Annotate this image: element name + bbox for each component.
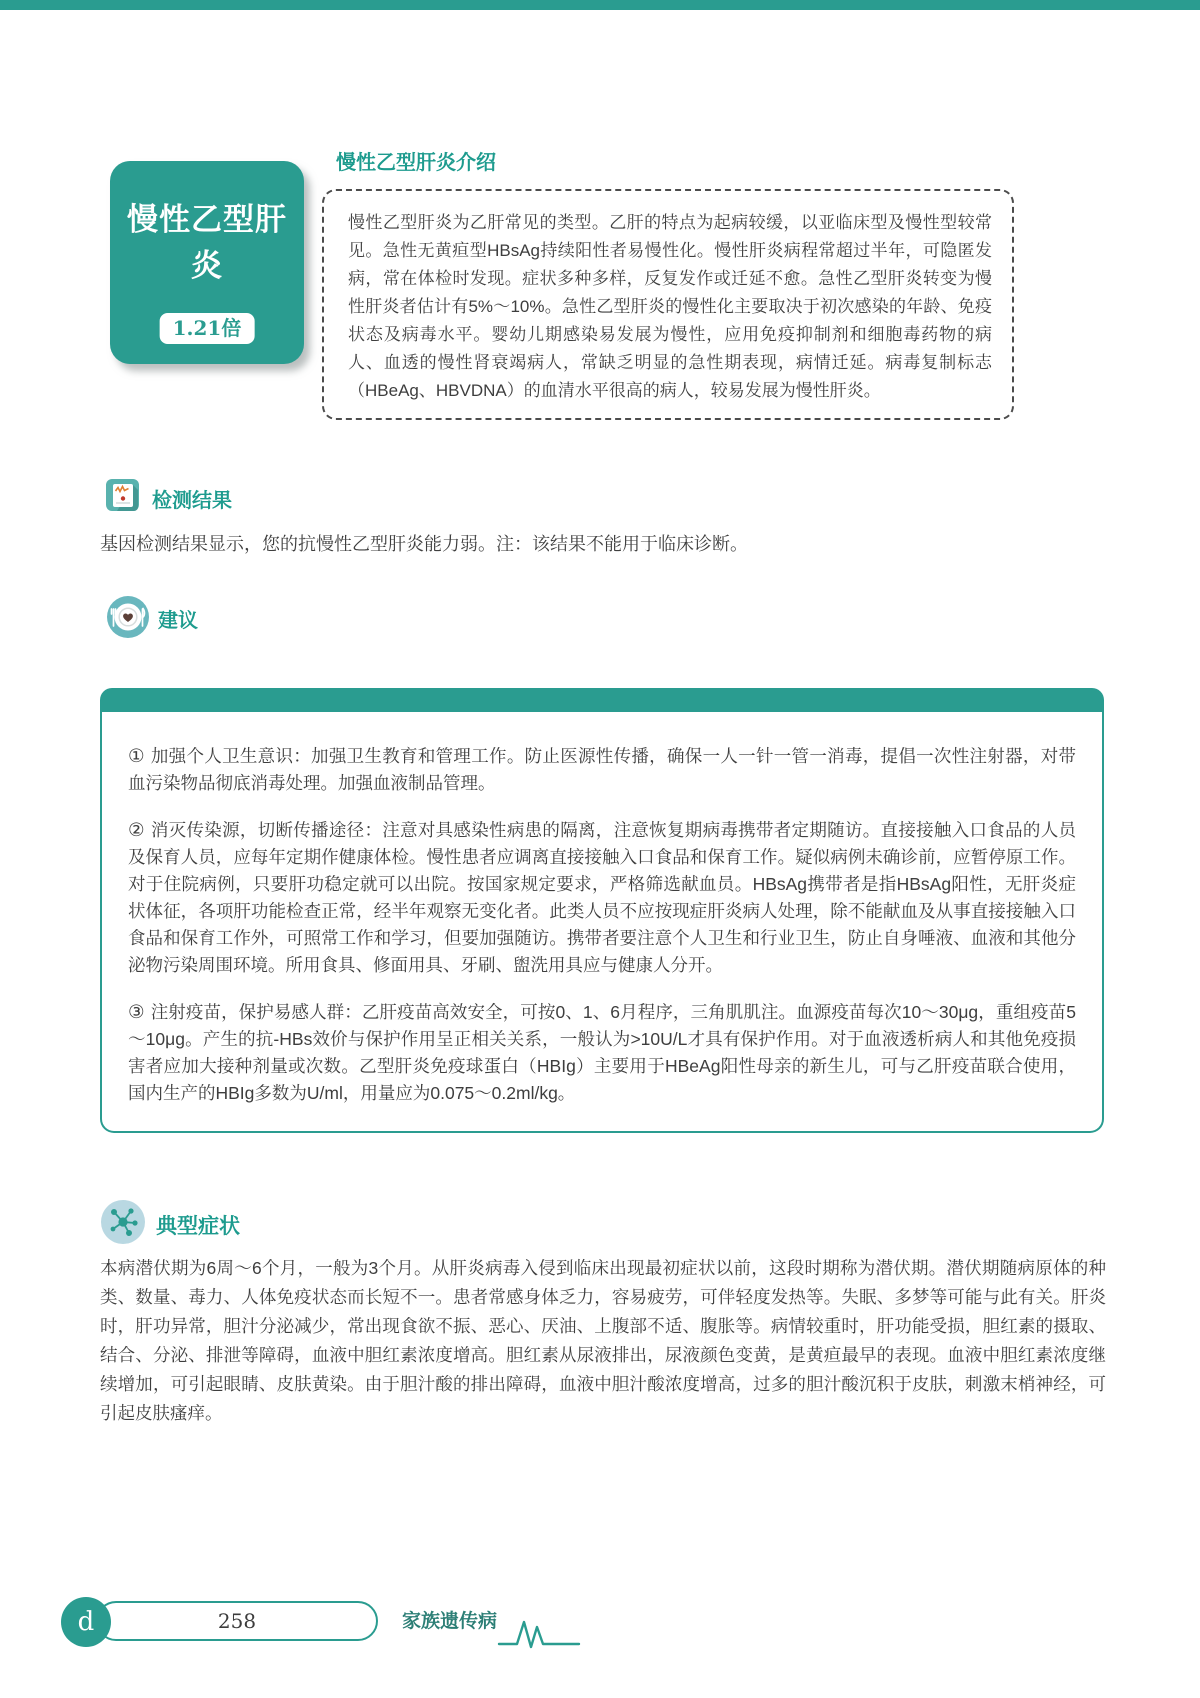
- symptoms-body: 本病潜伏期为6周～6个月，一般为3个月。从肝炎病毒入侵到临床出现最初症状以前，这段时期称为潜伏期。潜伏期随病原体的种类、数量、毒力、人体免疫状态而长短不一。患者常感身体乏力，容易疲劳，可伴轻度发热等。失眠、多梦等可能与此有关。肝炎时，肝功异常，胆汁分泌减少，常出现食欲不振、恶心、厌油、上腹部不适、腹胀等。病情较重时，肝功能受损，胆红素的摄取、结合、分泌、排泄等障碍，血液中胆红素浓度增高。胆红素从尿液排出，尿液颜色变黄，是黄疸最早的表现。血液中胆红素浓度继续增加，可引起眼睛、皮肤黄染。由于胆汁酸的排出障碍，血液中胆汁酸浓度增高，过多的胆汁酸沉积于皮肤，刺激末梢神经，可引起皮肤瘙痒。: [100, 1258, 1106, 1423]
- risk-multiplier-badge: 1.21倍: [160, 313, 255, 344]
- molecule-icon: [100, 1199, 146, 1250]
- result-body: 基因检测结果显示，您的抗慢性乙型肝炎能力弱。注：该结果不能用于临床诊断。: [100, 534, 748, 554]
- advice-box-header-bar: [100, 688, 1104, 712]
- advice-item-number: ③: [128, 1001, 145, 1022]
- advice-item: [128, 742, 1076, 797]
- report-chip-icon: [105, 477, 141, 518]
- symptoms-heading: 典型症状: [156, 1215, 240, 1238]
- page-number-pill: 258: [96, 1601, 378, 1641]
- heartbeat-icon: [497, 1613, 581, 1656]
- advice-box-body: [100, 712, 1104, 1133]
- top-accent-bar: [0, 0, 1200, 10]
- advice-item-number: ②: [128, 819, 145, 840]
- advice-item-text: 消灭传染源，切断传播途径：注意对具感染性病患的隔离，注意恢复期病毒携带者定期随访。直接接触入口食品的人员及保育人员，应每年定期作健康体检。慢性患者应调离直接接触入口食品和保育工作。疑似病例未确诊前，应暂停原工作。对于住院病例，只要肝功稳定就可以出院。按国家规定要求，严格筛选献血员。HBsAg携带者是指HBsAg阳性，无肝炎症状体征，各项肝功能检查正常，经半年观察无变化者。此类人员不应按现症肝炎病人处理，除不能献血及从事直接接触入口食品和保育工作外，可照常工作和学习，但要加强随访。携带者要注意个人卫生和行业卫生，防止自身唾液、血液和其他分泌物污染周围环境。所用食具、修面用具、牙刷、盥洗用具应与健康人分开。: [128, 820, 1076, 975]
- advice-box: [100, 688, 1104, 1133]
- advice-item: [128, 816, 1076, 979]
- disease-card: [110, 161, 304, 364]
- advice-item-text: 加强个人卫生意识：加强卫生教育和管理工作。防止医源性传播，确保一人一针一管一消毒，提倡一次性注射器，对带血污染物品彻底消毒处理。加强血液制品管理。: [128, 746, 1076, 793]
- dining-plate-icon: [106, 595, 150, 644]
- intro-box: [322, 189, 1014, 420]
- result-heading: 检测结果: [152, 490, 232, 512]
- advice-item: [128, 998, 1076, 1107]
- intro-title: 慢性乙型肝炎介绍: [336, 152, 496, 174]
- disease-title: 慢性乙型肝炎: [127, 202, 287, 283]
- footer-section-label: 家族遗传病: [402, 1611, 498, 1632]
- advice-heading: 建议: [158, 610, 198, 632]
- intro-body: 慢性乙型肝炎为乙肝常见的类型。乙肝的特点为起病较缓，以亚临床型及慢性型较常见。急性无黄疸型HBsAg持续阳性者易慢性化。慢性肝炎病程常超过半年，可隐匿发病，常在体检时发现。症状多种多样，反复发作或迁延不愈。急性乙型肝炎转变为慢性肝炎者估计有5%～10%。急性乙型肝炎的慢性化主要取决于初次感染的年龄、免疫状态及病毒水平。婴幼儿期感染易发展为慢性，应用免疫抑制剂和细胞毒药物的病人、血透的慢性肾衰竭病人，常缺乏明显的急性期表现，病情迁延。病毒复制标志（HBeAg、HBVDNA）的血清水平很高的病人，较易发展为慢性肝炎。: [348, 213, 992, 400]
- advice-item-text: 注射疫苗，保护易感人群：乙肝疫苗高效安全，可按0、1、6月程序，三角肌肌注。血源疫苗每次10～30μg，重组疫苗5～10μg。产生的抗-HBs效价与保护作用呈正相关关系，一般认为>10U/L才具有保护作用。对于血液透析病人和其他免疫损害者应加大接种剂量或次数。乙型肝炎免疫球蛋白（HBIg）主要用于HBeAg阳性母亲的新生儿，可与乙肝疫苗联合使用，国内生产的HBIg多数为U/ml，用量应为0.075～0.2ml/kg。: [128, 1002, 1076, 1103]
- chapter-badge: d: [61, 1597, 111, 1647]
- advice-item-number: ①: [128, 745, 145, 766]
